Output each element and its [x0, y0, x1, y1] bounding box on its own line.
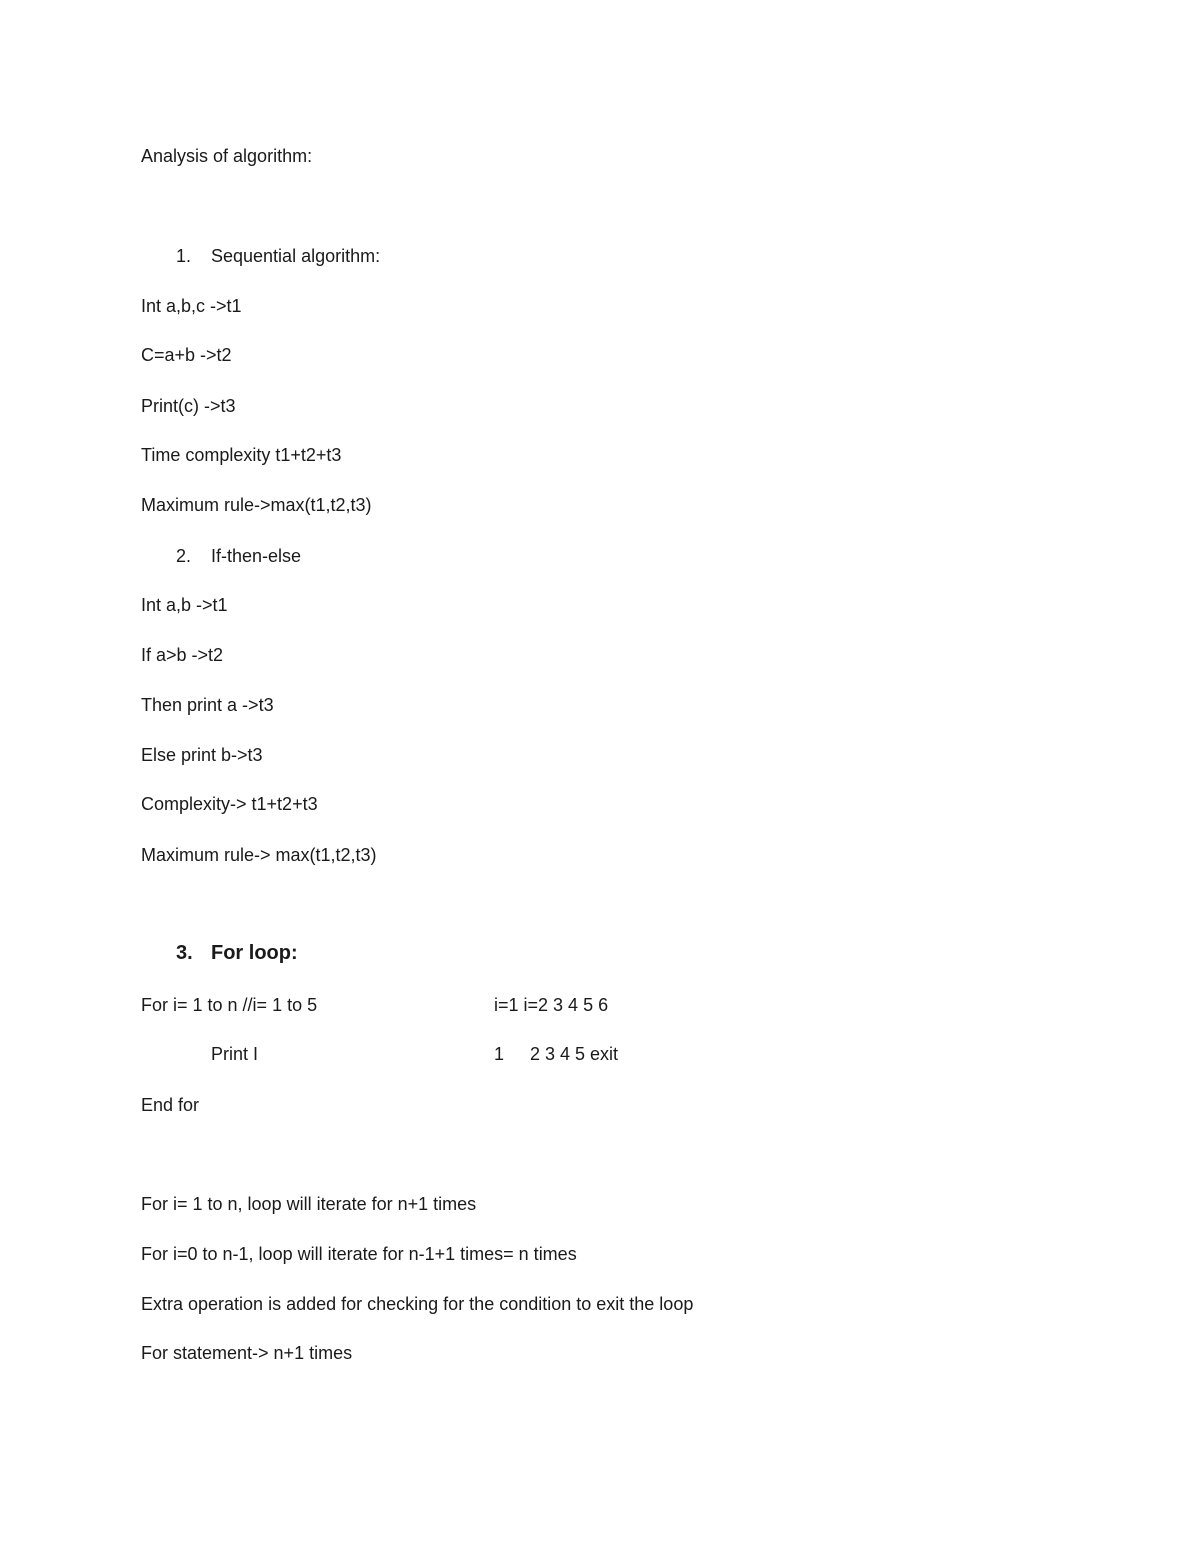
document-title: Analysis of algorithm: [141, 146, 313, 166]
section-3-note: Extra operation is added for checking for the condition to exit the loop [141, 1294, 694, 1314]
section-3-note: For i= 1 to n, loop will iterate for n+1 times [141, 1194, 477, 1214]
section-3-note: For statement-> n+1 times [141, 1343, 353, 1363]
section-2-line: Maximum rule-> max(t1,t2,t3) [141, 845, 377, 865]
section-1-heading: Sequential algorithm: [211, 246, 381, 266]
section-2-line: Else print b->t3 [141, 745, 263, 765]
for-loop-trace: i=1 i=2 3 4 5 6 [494, 995, 609, 1015]
section-2-line: Then print a ->t3 [141, 695, 274, 715]
section-3-heading: For loop: [211, 942, 298, 964]
print-trace-rest: 2 3 4 5 exit [530, 1044, 619, 1064]
section-2-line: Int a,b ->t1 [141, 595, 228, 615]
section-2-heading: If-then-else [211, 546, 302, 566]
section-1-number: 1. [176, 246, 192, 266]
section-1-line: Int a,b,c ->t1 [141, 296, 242, 316]
section-2-line: Complexity-> t1+t2+t3 [141, 794, 318, 814]
section-1-line: Maximum rule->max(t1,t2,t3) [141, 495, 372, 515]
section-3-note: For i=0 to n-1, loop will iterate for n-1+1 times= n times [141, 1244, 577, 1264]
section-1-line: Time complexity t1+t2+t3 [141, 445, 342, 465]
section-2-number: 2. [176, 546, 192, 566]
print-code-line: Print I [211, 1044, 259, 1064]
section-1-line: C=a+b ->t2 [141, 345, 232, 365]
section-1-line: Print(c) ->t3 [141, 396, 236, 416]
section-3-number: 3. [176, 942, 193, 964]
end-for-code-line: End for [141, 1095, 200, 1115]
section-2-line: If a>b ->t2 [141, 645, 224, 665]
print-trace-first: 1 [494, 1044, 505, 1064]
for-loop-code-line: For i= 1 to n //i= 1 to 5 [141, 995, 318, 1015]
